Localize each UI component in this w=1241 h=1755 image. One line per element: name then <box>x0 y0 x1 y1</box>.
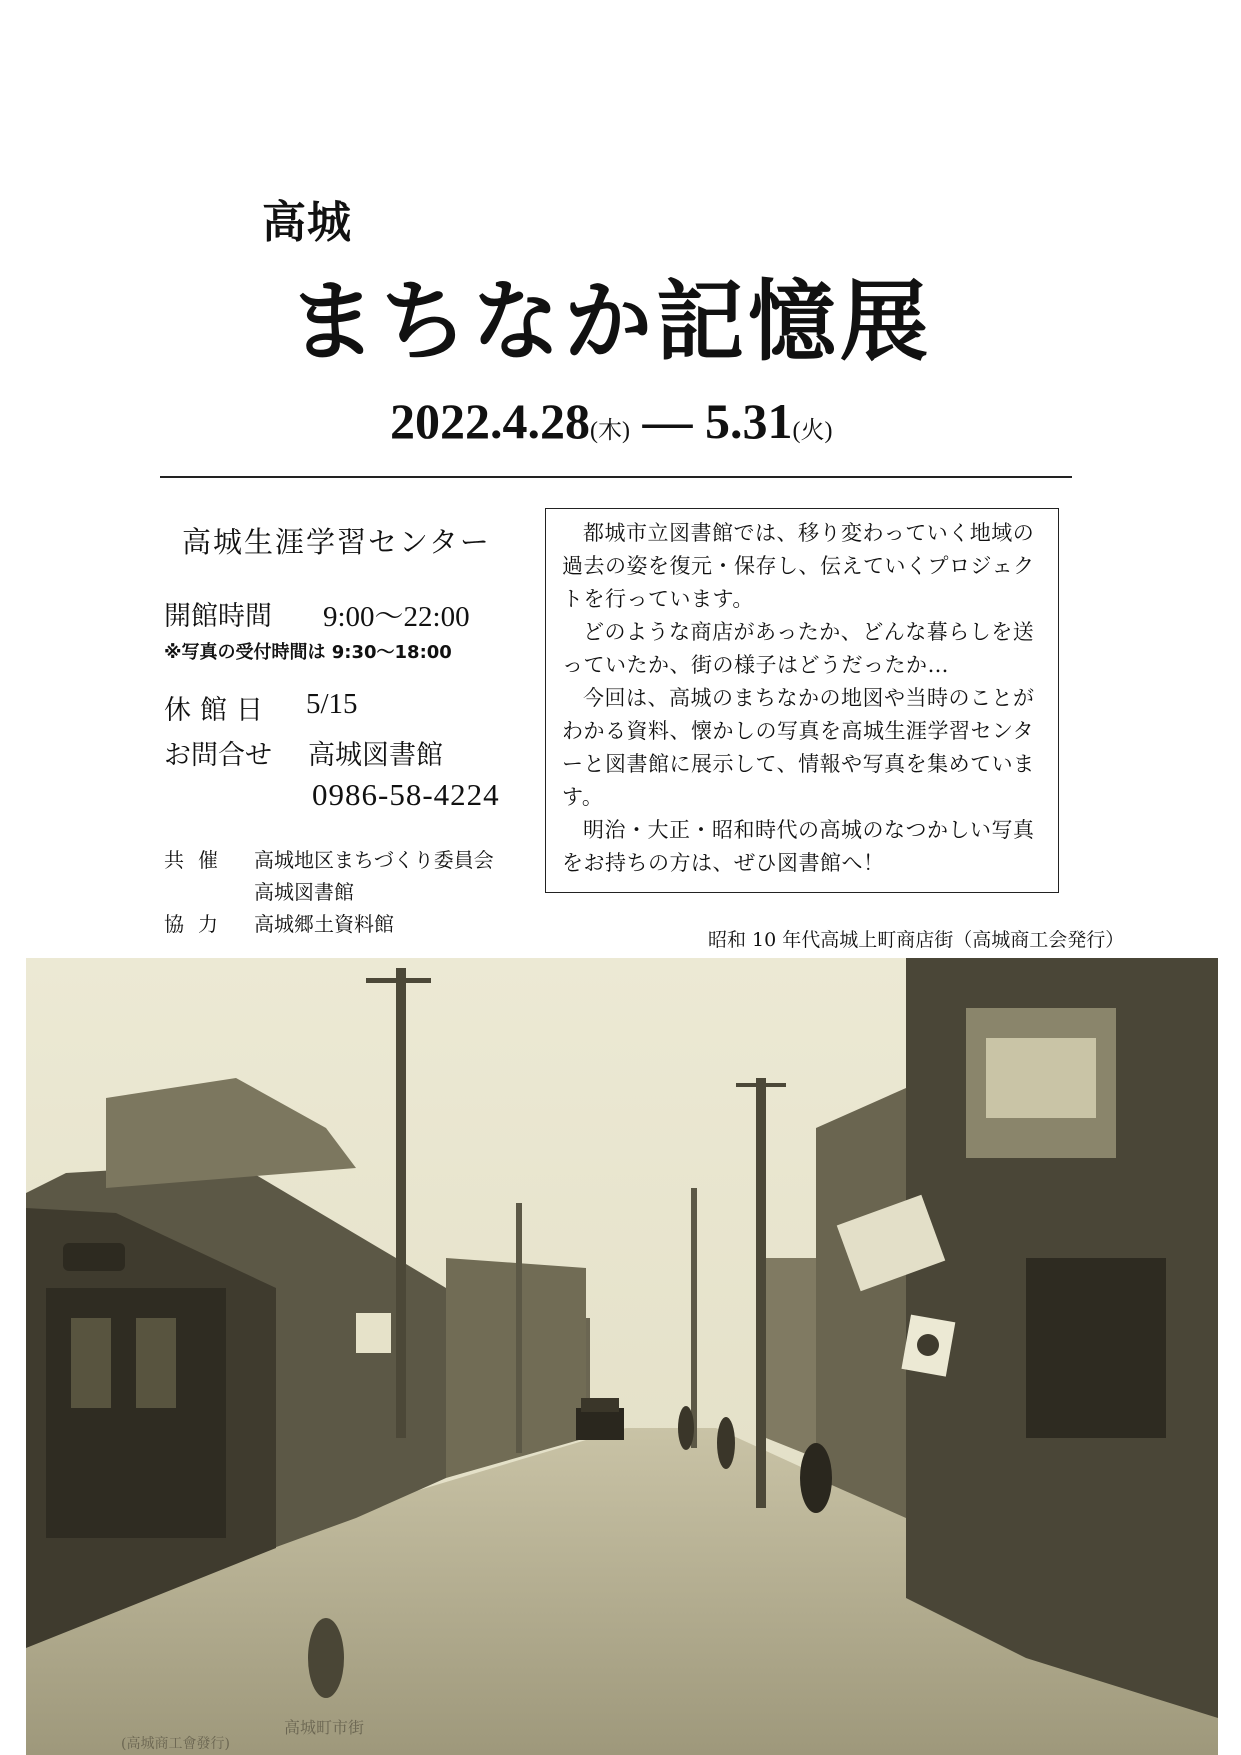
divider <box>160 476 1072 478</box>
venue-name: 高城生涯学習センター <box>182 525 491 559</box>
start-weekday: (木) <box>590 418 630 444</box>
cooperation-organizer: 高城郷土資料館 <box>254 912 394 936</box>
end-weekday: (火) <box>792 418 833 444</box>
photo-inscription-2: (高城商工會發行) <box>121 1736 230 1752</box>
period-separator: ― <box>629 393 705 449</box>
contact-phone: 0986-58-4224 <box>312 777 500 812</box>
title-prefix: 高城 <box>262 197 352 248</box>
historic-street-photo <box>26 958 1218 1755</box>
cooperation-label: 協力 <box>164 912 232 936</box>
description-paragraph: 都城市立図書館では、移り変わっていく地域の過去の姿を復元・保存し、伝えていくプロジェクトを行っています。 <box>562 521 1035 611</box>
closed-day-value: 5/15 <box>306 688 358 720</box>
description-paragraph: どのような商店があったか、どんな暮らしを送っていたか、街の様子はどうだったか… <box>562 620 1035 677</box>
end-date: 5.31 <box>704 393 793 449</box>
photo-reception-note: ※写真の受付時間は 9:30～18:00 <box>164 642 452 663</box>
exhibition-period <box>390 392 832 450</box>
description-paragraph: 今回は、高城のまちなかの地図や当時のことがわかる資料、懐かしの写真を高城生涯学習センターと図書館に展示して、情報や写真を集めています。 <box>562 686 1035 809</box>
start-date: 2022.4.28 <box>390 393 590 449</box>
photo-caption: 昭和 10 年代高城上町商店街（高城商工会発行） <box>708 929 1125 951</box>
closed-day-label: 休館日 <box>164 695 272 726</box>
contact-label: お問合せ <box>164 740 272 771</box>
description-box <box>545 508 1059 893</box>
page-title: まちなか記憶展 <box>288 269 933 373</box>
host-label: 共催 <box>164 848 232 872</box>
hours-label: 開館時間 <box>164 601 272 632</box>
host-organizer-2: 高城図書館 <box>254 880 354 904</box>
photo-inscription-1: 高城町市街 <box>284 1718 365 1737</box>
contact-name: 高城図書館 <box>308 740 443 771</box>
hours-value: 9:00～22:00 <box>323 601 470 633</box>
description-paragraph: 明治・大正・昭和時代の高城のなつかしい写真をお持ちの方は、ぜひ図書館へ！ <box>562 818 1035 875</box>
host-organizer-1: 高城地区まちづくり委員会 <box>254 848 494 872</box>
